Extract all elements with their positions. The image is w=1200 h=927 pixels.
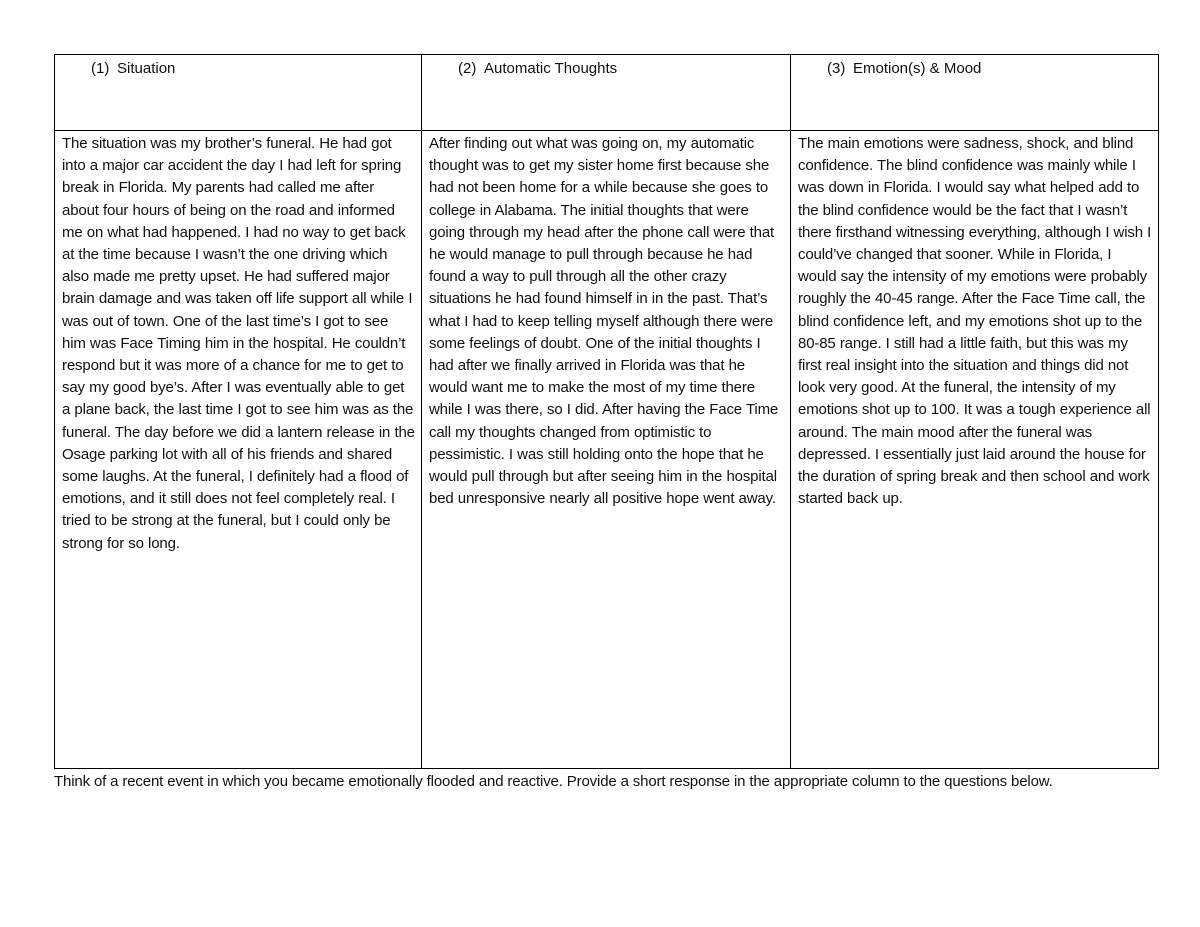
- header-automatic-thoughts-label: Automatic Thoughts: [484, 60, 618, 77]
- emotions-mood-response: The main emotions were sadness, shock, and blind confidence. The blind confidence was mainly while I was down in Florida. I would say what helped add to the blind confidence would be the fact that I wasn’t there firsthand witnessing everything, although I wish I could’ve changed that sooner. While in Florida, I would say the intensity of my emotions were probably roughly the 40-45 range. After the Face Time call, the blind confidence left, and my emotions shot up to the 80-85 range. I still had a little faith, but this was my first real insight into the situation and things did not look very good. At the funeral, the intensity of my emotions shot up to 100. It was a tough experience all around. The main mood after the funeral was depressed. I essentially just laid around the house for the duration of spring break and then school and work started back up.: [791, 131, 1159, 769]
- header-automatic-thoughts: [422, 55, 791, 131]
- header-situation-label: Situation: [117, 60, 176, 77]
- header-automatic-thoughts-number: (2): [458, 60, 477, 77]
- situation-response: The situation was my brother’s funeral. He had got into a major car accident the day I had left for spring break in Florida. My parents had called me after about four hours of being on the road and informed me on what had happened. I had no way to get back at the time because I wasn’t the one driving which also made me pretty upset. He had suffered major brain damage and was taken off life support all while I was out of town. One of the last time’s I got to see him was Face Timing him in the hospital. He couldn’t respond but it was more of a chance for me to get to say my good bye’s. After I was eventually able to get a plane back, the last time I got to see him was as the funeral. The day before we did a lantern release in the Osage parking lot with all of his friends and shared some laughs. At the funeral, I definitely had a flood of emotions, and it still does not feel completely real. I tried to be strong at the funeral, but I could only be strong for so long.: [55, 131, 422, 769]
- header-situation: [55, 55, 422, 131]
- instructions-text: Think of a recent event in which you became emotionally flooded and reactive. Provide a short response in the appropriate column to the questions below.: [54, 773, 1053, 790]
- header-emotions-mood-label: Emotion(s) & Mood: [853, 60, 982, 77]
- header-situation-number: (1): [91, 60, 110, 77]
- table-header-row: [55, 55, 1159, 131]
- table-response-row: [55, 131, 1159, 769]
- automatic-thoughts-response: After finding out what was going on, my automatic thought was to get my sister home first because she had not been home for a while because she goes to college in Alabama. The initial thoughts that were going through my head after the phone call were that he would manage to pull through because he had found a way to pull through all the other crazy situations he had found himself in in the past. That’s what I had to keep telling myself although there were some feelings of doubt. One of the initial thoughts I had after we finally arrived in Florida was that he would want me to make the most of my time there while I was there, so I did. After having the Face Time call my thoughts changed from optimistic to pessimistic. I was still holding onto the hope that he would pull through but after seeing him in the hospital bed unresponsive nearly all positive hope went away.: [422, 131, 791, 769]
- thought-record-table: [54, 54, 1159, 769]
- header-emotions-mood-number: (3): [827, 60, 846, 77]
- header-emotions-mood: [791, 55, 1159, 131]
